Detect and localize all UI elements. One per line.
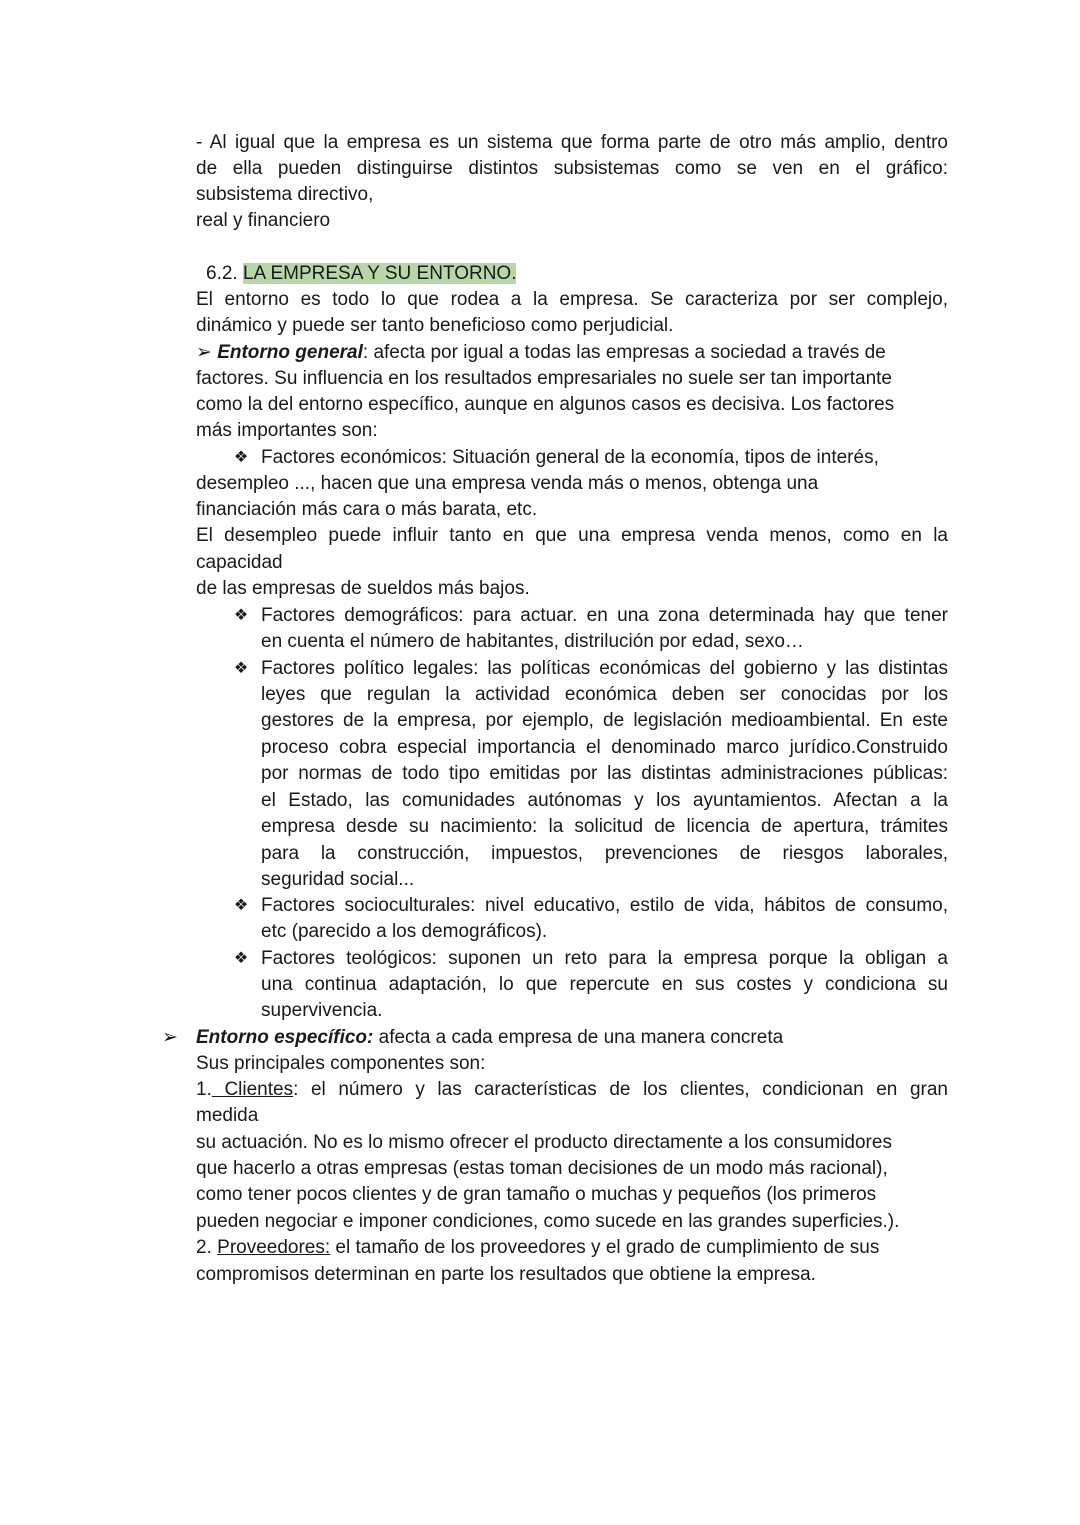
paragraph-line: de ella pueden distinguirse distintos subsistemas como se ven en el gráfico: <box>196 158 948 179</box>
factores-politicos-line: el Estado, las comunidades autónomas y los ayuntamientos. Afectan a la <box>261 790 948 811</box>
factores-politicos-line: proceso cobra especial importancia el denominado marco jurídico.Construido <box>261 737 948 758</box>
factores-politicos-line: Factores político legales: las políticas económicas del gobierno y las distintas <box>261 658 948 679</box>
factores-politicos-line: empresa desde su nacimiento: la solicitud de licencia de apertura, trámites <box>261 816 948 837</box>
paragraph-line: compromisos determinan en parte los resultados que obtiene la empresa. <box>196 1264 816 1285</box>
paragraph-line: su actuación. No es lo mismo ofrecer el producto directamente a los consumidores <box>196 1132 892 1153</box>
paragraph-line: como tener pocos clientes y de gran tamaño o muchas y pequeños (los primeros <box>196 1184 877 1205</box>
heading-title: LA EMPRESA Y SU ENTORNO. <box>242 263 517 284</box>
clientes-number: 1. <box>196 1079 212 1100</box>
factores-politicos-line: gestores de la empresa, por ejemplo, de legislación medioambiental. En este <box>261 710 948 731</box>
factores-teologicos-line: Factores teológicos: suponen un reto para la empresa porque la obligan a <box>261 948 948 969</box>
factores-socioculturales-line: Factores socioculturales: nivel educativo, estilo de vida, hábitos de consumo, <box>261 895 948 916</box>
clientes-label: Clientes <box>211 1079 294 1100</box>
factores-politicos-line: para la construcción, impuestos, prevenciones de riesgos laborales, <box>261 843 948 864</box>
clientes-lead <box>196 1077 948 1103</box>
diamond-bullet-icon: ❖ <box>233 897 249 914</box>
paragraph-line: desempleo ..., hacen que una empresa venda más o menos, obtenga una <box>196 473 819 494</box>
diamond-bullet-icon: ❖ <box>233 449 249 466</box>
diamond-bullet-icon: ❖ <box>233 660 249 677</box>
factores-teologicos-line: una continua adaptación, lo que repercute en sus costes y condiciona su <box>261 974 948 995</box>
proveedores-label: Proveedores: <box>217 1237 331 1258</box>
proveedores-number: 2. <box>196 1237 212 1258</box>
entorno-general-text: : afecta por igual a todas las empresas a sociedad a través de <box>362 342 886 363</box>
paragraph-line: más importantes son: <box>196 420 378 441</box>
factores-economicos-line: Factores económicos: Situación general de la economía, tipos de interés, <box>261 447 879 468</box>
paragraph-line: Sus principales componentes son: <box>196 1053 486 1074</box>
arrow-bullet-icon: ➢ <box>196 342 212 363</box>
paragraph-line: financiación más cara o más barata, etc. <box>196 499 538 520</box>
factores-politicos-line: leyes que regulan la actividad económica deben ser conocidas por los <box>261 684 948 705</box>
entorno-especifico-lead <box>196 1025 948 1051</box>
entorno-general-lead <box>196 340 948 366</box>
paragraph-line: subsistema directivo, <box>196 184 374 205</box>
factores-teologicos-line: supervivencia. <box>261 1000 383 1021</box>
arrow-bullet-icon: ➢ <box>162 1027 178 1048</box>
paragraph-line: - Al igual que la empresa es un sistema que forma parte de otro más amplio, dentro <box>196 132 948 153</box>
factores-demograficos-line: Factores demográficos: para actuar. en una zona determinada hay que tener <box>261 605 948 626</box>
proveedores-text: el tamaño de los proveedores y el grado de cumplimiento de sus <box>330 1237 880 1258</box>
factores-socioculturales-line: etc (parecido a los demográficos). <box>261 921 548 942</box>
intro-line: dinámico y puede ser tanto beneficioso como perjudicial. <box>196 315 674 336</box>
paragraph-line: medida <box>196 1105 259 1126</box>
paragraph-line: factores. Su influencia en los resultados empresariales no suele ser tan importante <box>196 368 892 389</box>
entorno-especifico-text: afecta a cada empresa de una manera concreta <box>373 1027 784 1048</box>
diamond-bullet-icon: ❖ <box>233 607 249 624</box>
paragraph-line: que hacerlo a otras empresas (estas toman decisiones de un modo más racional), <box>196 1158 888 1179</box>
factores-demograficos-line: en cuenta el número de habitantes, distrilución por edad, sexo… <box>261 631 804 652</box>
heading-number: 6.2. <box>206 263 238 284</box>
diamond-bullet-icon: ❖ <box>233 950 249 967</box>
clientes-text: : el número y las características de los clientes, condicionan en gran <box>293 1079 948 1100</box>
entorno-general-title: Entorno general <box>217 342 363 363</box>
paragraph-line: pueden negociar e imponer condiciones, como sucede en las grandes superficies.). <box>196 1211 900 1232</box>
paragraph-line: real y financiero <box>196 210 331 231</box>
entorno-especifico-title: Entorno específico: <box>196 1027 374 1048</box>
proveedores-lead <box>196 1235 948 1261</box>
factores-politicos-line: por normas de todo tipo emitidas por las distintas administraciones públicas: <box>261 763 948 784</box>
factores-politicos-line: seguridad social... <box>261 869 415 890</box>
paragraph-line: El desempleo puede influir tanto en que una empresa venda menos, como en la <box>196 525 948 546</box>
intro-line: El entorno es todo lo que rodea a la empresa. Se caracteriza por ser complejo, <box>196 289 948 310</box>
paragraph-line: de las empresas de sueldos más bajos. <box>196 578 530 599</box>
paragraph-line: capacidad <box>196 552 283 573</box>
section-heading <box>206 261 958 287</box>
paragraph-line: como la del entorno específico, aunque en algunos casos es decisiva. Los factores <box>196 394 895 415</box>
